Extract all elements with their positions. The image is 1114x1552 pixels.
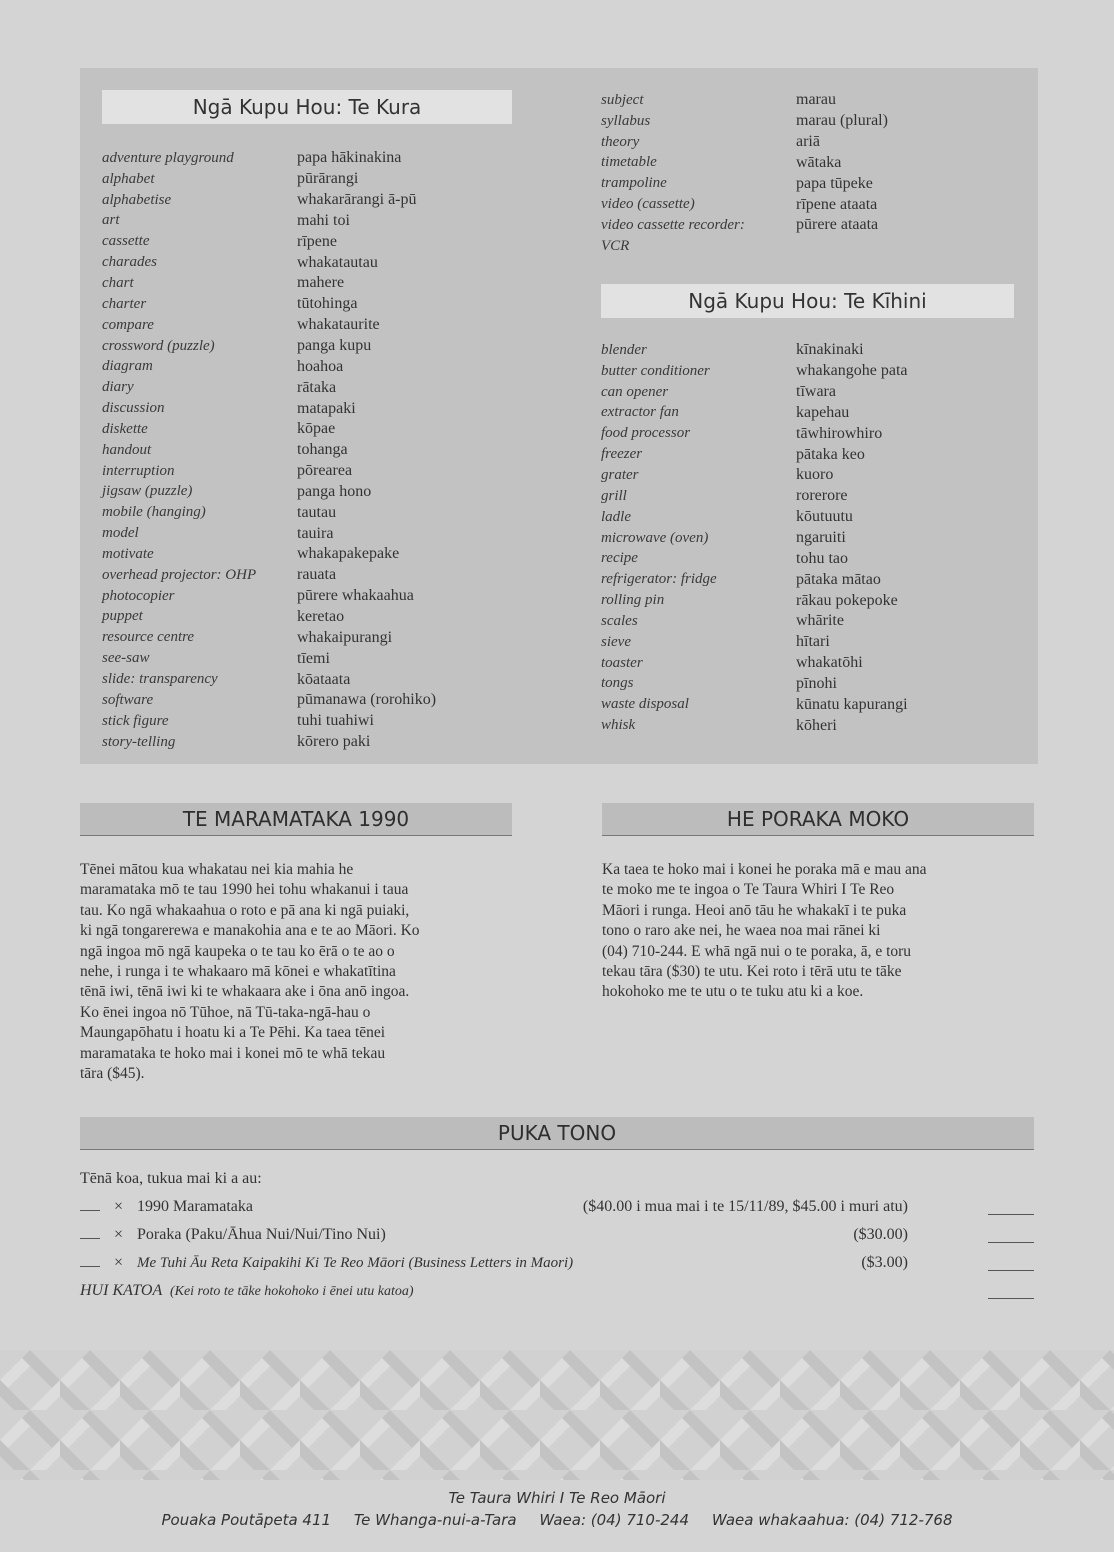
maori-term: marau <box>796 91 836 109</box>
kihini-word-list <box>601 340 908 736</box>
vocab-row <box>601 194 888 215</box>
kura-heading: Ngā Kupu Hou: Te Kura <box>102 90 512 124</box>
english-term: food processor <box>601 425 691 442</box>
vocab-row <box>102 398 436 419</box>
maori-term: rauata <box>297 566 337 584</box>
english-term: diary <box>102 379 134 396</box>
maori-term: mahi toi <box>297 211 350 229</box>
vocab-row <box>601 382 908 403</box>
vocab-row <box>601 90 888 111</box>
kura-word-list-continued <box>601 90 888 257</box>
maramataka-text: Tēnei mātou kua whakatau nei kia mahia he maramataka mō te tau 1990 hei tohu whakanui i taua tau. Ko ngā whakaahua o roto e pā ana ki ngā puiaki, ki ngā tongarerewa e manakohia ana e te ao Māori. Ko ngā ingoa mō ngā kaupeka o te tau ko ērā o te ao o nehe, i runga i te whakaaro mā kōnei e whakatītina tēnā iwi, tēnā iwi ki te whakaara ake i ōna anō ingoa. Ko ēnei ingoa nō Tūhoe, nā Tū-taka-ngā-hau o Maungapōhatu i hoatu ki a Te Pēhi. Ka taea tēnei maramataka te hoko mai i konei mō te whā tekau tāra ($45). <box>80 861 420 1083</box>
maori-term: whakarārangi ā-pū <box>297 191 417 209</box>
amount-field[interactable] <box>988 1270 1034 1271</box>
maori-term: whakatautau <box>297 253 378 271</box>
maori-term: tāwhirowhiro <box>796 424 883 442</box>
quantity-field[interactable] <box>80 1238 100 1239</box>
times-mark: × <box>114 1226 124 1243</box>
maori-term: tīwara <box>796 383 836 401</box>
english-term: diagram <box>102 358 153 375</box>
vocab-row <box>102 315 436 336</box>
footer-box: Pouaka Poutāpeta 411 <box>161 1511 332 1529</box>
vocab-row <box>601 465 908 486</box>
maori-term: ngaruiti <box>796 529 846 547</box>
vocab-row <box>102 273 436 294</box>
english-term: timetable <box>601 154 657 171</box>
english-term: sieve <box>601 633 631 650</box>
maori-term: rīpene ataata <box>796 195 878 213</box>
maori-term: whakataurite <box>297 316 380 334</box>
english-term: overhead projector: OHP <box>102 566 257 583</box>
maori-term: pūrere ataata <box>796 216 879 234</box>
order-item-label: Poraka (Paku/Āhua Nui/Nui/Tino Nui) <box>137 1226 386 1243</box>
english-term: rolling pin <box>601 592 665 609</box>
vocab-row <box>601 236 888 257</box>
maori-term: mahere <box>297 274 345 292</box>
maori-term: kōheri <box>796 716 837 734</box>
english-term: puppet <box>102 608 143 625</box>
english-term: syllabus <box>601 112 651 129</box>
vocab-row <box>601 153 888 174</box>
maramataka-title: TE MARAMATAKA 1990 <box>80 803 512 836</box>
poraka-title: HE PORAKA MOKO <box>602 803 1034 836</box>
english-term: slide: transparency <box>102 671 218 688</box>
vocab-row <box>102 440 436 461</box>
maori-term: kōpae <box>297 420 336 438</box>
vocab-row <box>102 252 436 273</box>
maori-term: kūnatu kapurangi <box>796 695 908 713</box>
order-line <box>80 1254 1034 1278</box>
maori-term: kōataata <box>297 670 351 688</box>
english-term: cassette <box>102 233 150 250</box>
maori-term: pīnohi <box>796 674 837 692</box>
vocab-row <box>601 528 908 549</box>
vocab-row <box>601 111 888 132</box>
order-item-price: ($40.00 i mua mai i te 15/11/89, $45.00 i muri atu) <box>582 1198 908 1215</box>
english-term: trampoline <box>601 175 667 192</box>
english-term: charter <box>102 295 147 312</box>
vocab-row <box>601 653 908 674</box>
english-term: photocopier <box>102 587 175 604</box>
english-term: can opener <box>601 383 669 400</box>
english-term: alphabetise <box>102 191 172 208</box>
maori-term: rīpene <box>297 232 337 250</box>
maori-term: pōrearea <box>297 462 353 480</box>
order-line <box>80 1226 1034 1250</box>
times-mark: × <box>114 1198 124 1215</box>
vocab-row <box>102 648 436 669</box>
vocab-row <box>601 444 908 465</box>
vocab-row <box>102 356 436 377</box>
vocab-row <box>102 169 436 190</box>
english-term: recipe <box>601 550 638 567</box>
vocab-row <box>601 674 908 695</box>
maori-term: whārite <box>796 612 844 630</box>
order-total <box>80 1282 1034 1306</box>
vocab-row <box>601 173 888 194</box>
maori-term: kīnakinaki <box>796 341 864 359</box>
amount-field[interactable] <box>988 1214 1034 1215</box>
poraka-text: Ka taea te hoko mai i konei he poraka mā e mau ana te moko me te ingoa o Te Taura Whiri I Te Reo Māori i runga. Heoi anō tāu he whakakī i te puka tono o raro ake nei, he waea noa mai rānei ki (04) 710-244. E whā ngā nui o te poraka, ā, e toru tekau tāra ($30) te utu. Kei roto i tērā utu te tāke hokohoko me te utu o te tuku atu ki a koe. <box>602 861 927 1001</box>
vocab-row <box>102 690 436 711</box>
vocab-row <box>102 231 436 252</box>
vocab-row <box>601 694 908 715</box>
maori-term: rorerore <box>796 487 848 505</box>
english-term: compare <box>102 316 154 333</box>
english-term: software <box>102 691 154 708</box>
maori-term: tūtohinga <box>297 295 358 313</box>
english-term: waste disposal <box>601 696 689 713</box>
vocab-row <box>601 340 908 361</box>
maori-term: tuhi tuahiwi <box>297 712 374 730</box>
vocab-row <box>102 211 436 232</box>
order-intro: Tēnā koa, tukua mai ki a au: <box>80 1170 262 1187</box>
english-term: microwave (oven) <box>601 529 709 546</box>
maori-term: hītari <box>796 633 830 651</box>
vocab-row <box>601 507 908 528</box>
maori-term: hoahoa <box>297 357 344 375</box>
maori-term: pātaka mātao <box>796 570 881 588</box>
english-term: story-telling <box>102 733 176 750</box>
english-term: video cassette recorder: <box>601 216 745 233</box>
vocab-row <box>102 627 436 648</box>
english-term: diskette <box>102 420 148 437</box>
vocab-row <box>102 377 436 398</box>
vocab-row <box>601 569 908 590</box>
maori-term: whakapakepake <box>297 545 400 563</box>
english-term: extractor fan <box>601 404 679 421</box>
amount-field[interactable] <box>988 1242 1034 1243</box>
english-term: alphabet <box>102 170 155 187</box>
maori-term: rātaka <box>297 378 337 396</box>
vocab-row <box>102 544 436 565</box>
maori-term: papa tūpeke <box>796 174 873 192</box>
english-term: discussion <box>102 400 165 417</box>
english-term: video (cassette) <box>601 196 695 213</box>
maori-term: wātaka <box>796 153 842 171</box>
vocab-row <box>102 711 436 732</box>
vocab-row <box>601 423 908 444</box>
vocab-row <box>601 132 888 153</box>
maori-term: matapaki <box>297 399 356 417</box>
english-term: handout <box>102 441 152 458</box>
vocab-row <box>102 502 436 523</box>
puka-tono-title: PUKA TONO <box>80 1117 1034 1150</box>
vocab-row <box>601 611 908 632</box>
english-term: crossword (puzzle) <box>102 337 215 354</box>
vocab-row <box>601 590 908 611</box>
times-mark: × <box>114 1254 124 1271</box>
english-term: mobile (hanging) <box>102 504 206 521</box>
vocab-row <box>102 523 436 544</box>
vocab-row <box>601 361 908 382</box>
vocab-row <box>601 403 908 424</box>
total-label: HUI KATOA <box>80 1282 162 1299</box>
maori-term: kōrero paki <box>297 733 371 751</box>
maori-term: panga kupu <box>297 337 372 355</box>
english-term: toaster <box>601 654 643 671</box>
english-term: subject <box>601 91 644 108</box>
vocab-row <box>102 732 436 753</box>
footer-address <box>0 1511 1114 1529</box>
maori-term: papa hākinakina <box>297 149 402 167</box>
vocab-row <box>601 548 908 569</box>
english-term: motivate <box>102 545 154 562</box>
english-term: tongs <box>601 675 634 692</box>
english-term: model <box>102 525 139 542</box>
vocab-row <box>102 336 436 357</box>
vocab-row <box>102 586 436 607</box>
vocab-row <box>102 419 436 440</box>
woven-pattern-decoration <box>0 1350 1114 1480</box>
footer-fax: Waea whakaahua: (04) 712-768 <box>711 1511 953 1529</box>
maori-term: kapehau <box>796 403 850 421</box>
vocab-row <box>102 669 436 690</box>
maori-term: kōutuutu <box>796 508 853 526</box>
total-amount-field[interactable] <box>988 1298 1034 1299</box>
vocab-row <box>601 632 908 653</box>
total-note: (Kei roto te tāke hokohoko i ēnei utu katoa) <box>169 1284 414 1299</box>
maori-term: pātaka keo <box>796 445 865 463</box>
english-term: grill <box>601 487 627 504</box>
english-term: theory <box>601 133 640 150</box>
vocab-row <box>102 190 436 211</box>
vocab-row <box>102 294 436 315</box>
english-term: stick figure <box>102 712 169 729</box>
english-term: ladle <box>601 508 631 525</box>
maori-term: pūrārangi <box>297 170 359 188</box>
english-term: butter conditioner <box>601 362 710 379</box>
maori-term: tīemi <box>297 649 330 667</box>
english-term: art <box>102 212 120 229</box>
english-term: see-saw <box>102 650 150 667</box>
order-item-label: 1990 Maramataka <box>137 1198 253 1215</box>
quantity-field[interactable] <box>80 1266 100 1267</box>
maori-term: pūmanawa (rorohiko) <box>297 691 437 709</box>
maori-term: marau (plural) <box>796 112 888 130</box>
order-item-price: ($3.00) <box>861 1254 908 1271</box>
maori-term: keretao <box>297 607 345 625</box>
maori-term: whakatōhi <box>796 654 863 672</box>
english-term: refrigerator: fridge <box>601 571 717 588</box>
order-line <box>80 1198 1034 1222</box>
vocab-row <box>102 461 436 482</box>
quantity-field[interactable] <box>80 1210 100 1211</box>
maori-term: whakangohe pata <box>796 362 908 380</box>
english-term: adventure playground <box>102 149 234 166</box>
maori-term: whakaipurangi <box>297 628 393 646</box>
maori-term: pūrere whakaahua <box>297 587 414 605</box>
english-term: VCR <box>601 237 630 254</box>
english-term: scales <box>601 612 638 629</box>
kihini-heading: Ngā Kupu Hou: Te Kīhini <box>601 284 1014 318</box>
maori-term: kuoro <box>796 466 834 484</box>
english-term: chart <box>102 274 134 291</box>
order-item-price: ($30.00) <box>853 1226 908 1243</box>
vocab-row <box>102 148 436 169</box>
maori-term: tauira <box>297 524 334 542</box>
vocab-row <box>102 565 436 586</box>
vocab-row <box>601 715 908 736</box>
kura-word-list <box>102 148 436 752</box>
vocab-row <box>601 215 888 236</box>
maori-term: rākau pokepoke <box>796 591 898 609</box>
english-term: charades <box>102 254 157 271</box>
footer-city: Te Whanga-nui-a-Tara <box>353 1511 517 1529</box>
english-term: jigsaw (puzzle) <box>102 483 193 500</box>
maori-term: ariā <box>796 133 820 151</box>
english-term: interruption <box>102 462 175 479</box>
vocab-row <box>102 607 436 628</box>
footer-phone: Waea: (04) 710-244 <box>539 1511 690 1529</box>
vocab-row <box>102 482 436 503</box>
footer-org: Te Taura Whiri I Te Reo Māori <box>448 1489 666 1507</box>
maori-term: tautau <box>297 503 337 521</box>
english-term: grater <box>601 466 639 483</box>
maori-term: tohanga <box>297 441 348 459</box>
maori-term: tohu tao <box>796 549 848 567</box>
english-term: freezer <box>601 446 643 463</box>
maori-term: panga hono <box>297 482 372 500</box>
order-item-label: Me Tuhi Āu Reta Kaipakihi Ki Te Reo Māori (Business Letters in Maori) <box>137 1255 574 1271</box>
english-term: blender <box>601 341 647 358</box>
vocab-row <box>601 486 908 507</box>
english-term: resource centre <box>102 629 195 646</box>
english-term: whisk <box>601 717 636 734</box>
